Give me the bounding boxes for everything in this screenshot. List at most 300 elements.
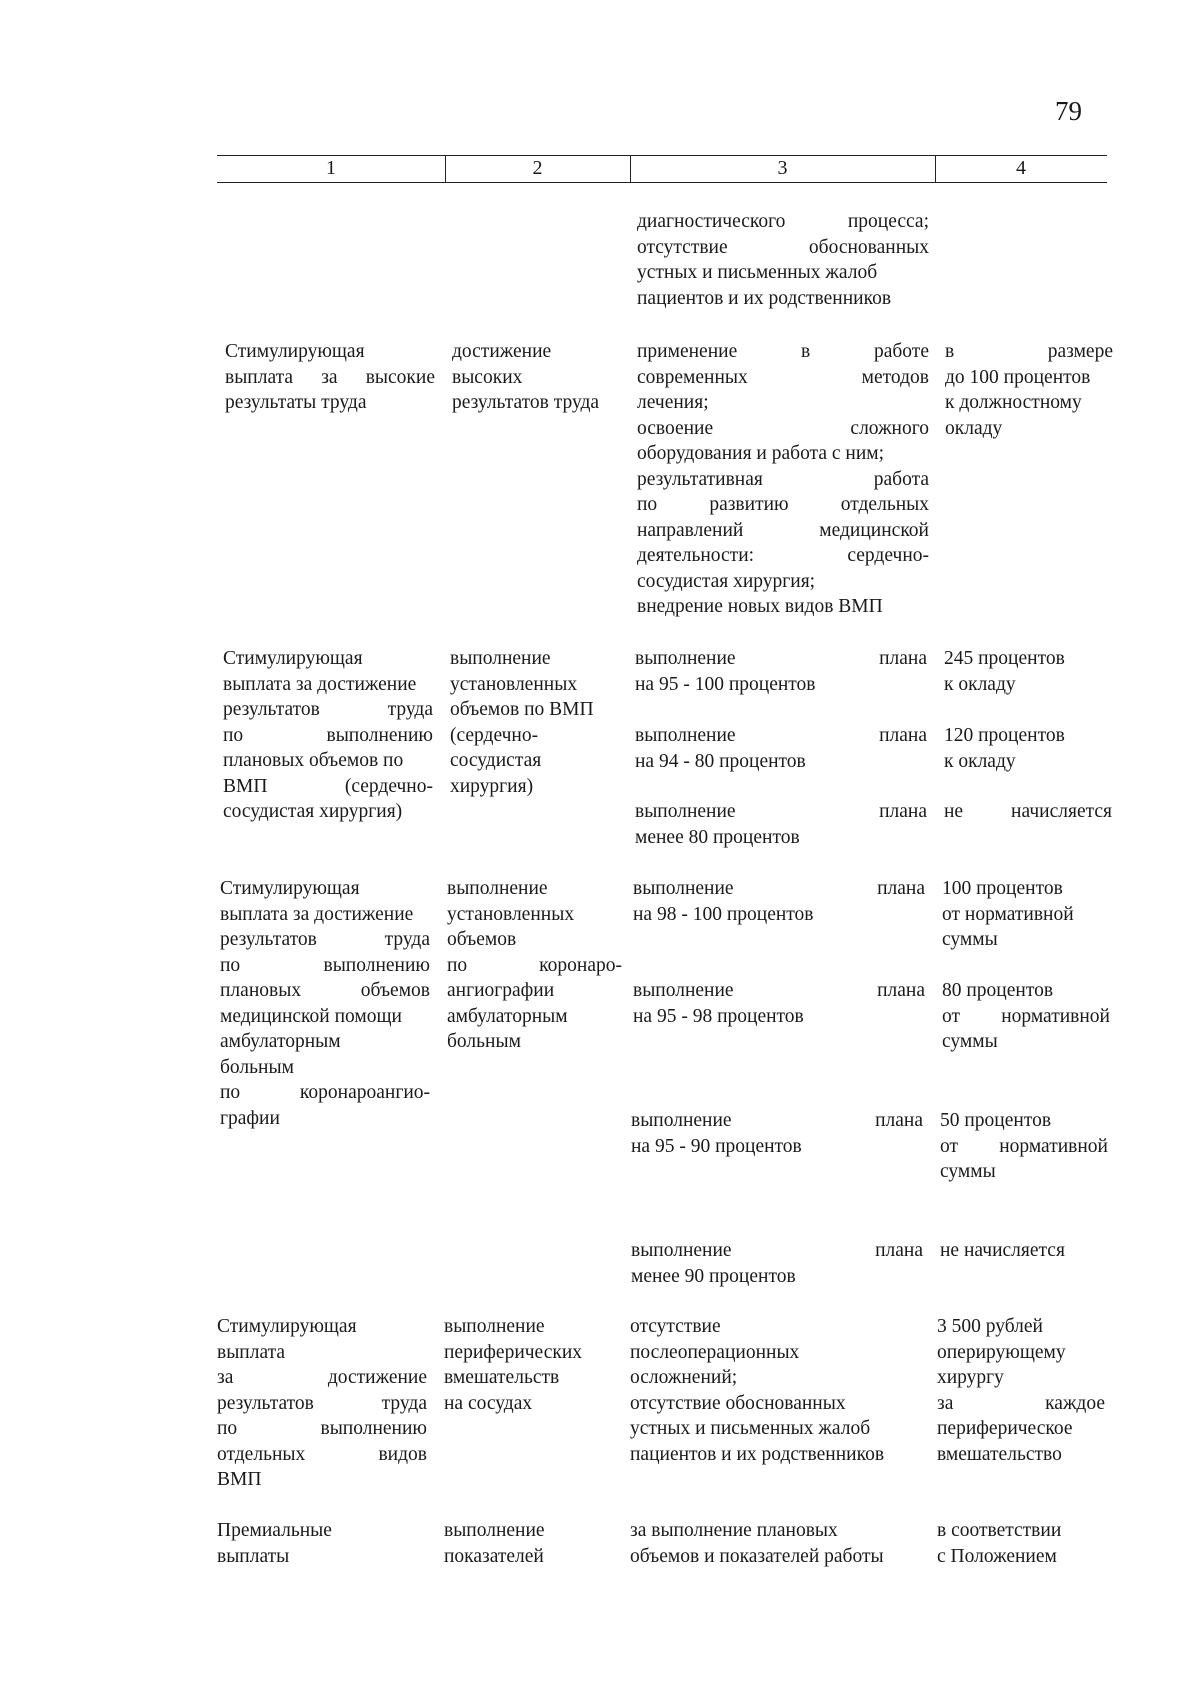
text-line — [635, 723, 927, 749]
word: диагностического — [637, 211, 786, 232]
word: на 95 - 100 процентов — [635, 673, 816, 695]
text-line — [631, 1108, 923, 1134]
text-line — [937, 1340, 1105, 1366]
word: плана — [877, 878, 925, 899]
word: отдельных — [217, 1443, 306, 1465]
text-line — [217, 1314, 427, 1340]
word: вмешательств — [444, 1367, 560, 1388]
word: Стимулирующая — [223, 648, 363, 669]
word: выполнение — [635, 648, 736, 669]
header-col-3: 3 — [777, 157, 788, 179]
text-line — [637, 569, 929, 595]
text-line — [940, 1134, 1108, 1160]
word: труда — [384, 929, 430, 950]
word: (сердечно- — [344, 775, 433, 797]
word: устных и письменных жалоб — [637, 262, 878, 283]
text-line — [220, 1004, 430, 1030]
sec1-condition-cell — [452, 339, 627, 416]
text-line — [937, 1518, 1105, 1544]
word: от — [940, 1135, 959, 1157]
text-line — [940, 1108, 1108, 1134]
sec5-criteria-cell — [630, 1518, 930, 1569]
text-line — [637, 365, 929, 391]
sec2-criteria-row-1 — [635, 646, 927, 697]
text-line — [444, 1314, 619, 1340]
word: за — [321, 366, 338, 388]
text-line — [635, 749, 927, 775]
text-line — [944, 749, 1112, 775]
text-line — [447, 1004, 622, 1030]
word: развитию — [709, 494, 789, 515]
header-col-1: 1 — [326, 157, 336, 179]
word: медицинской — [819, 519, 929, 541]
text-line — [945, 416, 1113, 442]
text-line — [220, 1106, 430, 1132]
word: Стимулирующая — [217, 1316, 357, 1337]
word: выполнение — [447, 878, 548, 899]
word: менее 80 процентов — [635, 826, 800, 848]
word: в соответствии — [937, 1520, 1062, 1541]
word: плана — [879, 725, 927, 746]
word: плана — [879, 648, 927, 669]
word: применение — [637, 341, 738, 362]
word: выполнение — [633, 980, 734, 1001]
word: периферическое — [937, 1418, 1073, 1439]
text-line — [450, 672, 625, 698]
word: от — [942, 1005, 961, 1027]
text-line — [937, 1544, 1105, 1570]
text-line — [220, 927, 430, 953]
header-col-4: 4 — [1016, 157, 1026, 179]
text-line — [220, 902, 430, 928]
word: выполнение — [444, 1520, 545, 1541]
sec1-amount-cell — [945, 339, 1113, 441]
text-line — [444, 1391, 619, 1417]
word: 50 процентов — [940, 1110, 1052, 1131]
word: нормативной — [999, 1135, 1108, 1157]
text-line — [225, 365, 435, 391]
sec5-payment-type-cell — [217, 1518, 427, 1569]
word: выполнение — [635, 725, 736, 746]
word: отдельных — [840, 494, 929, 515]
word: выполнению — [326, 724, 433, 746]
word: сложного — [850, 417, 929, 439]
word: не начисляется — [940, 1240, 1065, 1261]
word: отсутствие — [637, 236, 728, 258]
word: объемов — [447, 929, 517, 950]
text-line — [452, 365, 627, 391]
word: современных — [637, 366, 748, 388]
word: сердечно- — [847, 545, 929, 566]
text-line — [450, 723, 625, 749]
text-line — [447, 927, 622, 953]
word: коронароангио- — [299, 1082, 430, 1103]
sec3-criteria-row-2 — [633, 978, 925, 1029]
text-line — [637, 467, 929, 493]
text-line — [942, 927, 1110, 953]
text-line — [631, 1264, 923, 1290]
word: направлений — [637, 519, 744, 541]
word: амбулаторным — [220, 1031, 341, 1052]
word: результатов — [223, 699, 320, 720]
sec3-amount-row-3 — [940, 1108, 1108, 1185]
word: устных и письменных жалоб — [630, 1418, 871, 1439]
word: ангиографии — [447, 980, 555, 1001]
text-line — [937, 1416, 1105, 1442]
text-line — [637, 416, 929, 442]
word: работе — [873, 341, 929, 362]
word: труда — [381, 1392, 427, 1414]
text-line — [220, 953, 430, 979]
text-line — [225, 390, 435, 416]
word: плана — [875, 1240, 923, 1261]
text-line — [637, 286, 929, 312]
word: плана — [875, 1110, 923, 1131]
word: плановых — [220, 980, 302, 1001]
word: показателей — [444, 1545, 544, 1567]
word: деятельности: — [637, 545, 755, 566]
word: медицинской помощи — [220, 1005, 402, 1027]
text-line — [223, 646, 433, 672]
text-line — [444, 1544, 619, 1570]
sec3-condition-cell — [447, 876, 622, 1055]
intro-criteria-cell — [637, 209, 929, 311]
header-bottom-rule — [217, 182, 1107, 183]
text-line — [217, 1340, 427, 1366]
word: пациентов и их родственников — [637, 287, 892, 309]
word: высокие — [365, 366, 435, 388]
sec2-criteria-row-3 — [635, 799, 927, 850]
text-line — [945, 339, 1113, 365]
sec2-criteria-row-2 — [635, 723, 927, 774]
text-line — [447, 978, 622, 1004]
word: по — [220, 1082, 241, 1103]
text-line — [220, 978, 430, 1004]
word: выполнению — [320, 1418, 427, 1439]
word: сосудистая — [450, 750, 542, 771]
sec4-payment-type-cell — [217, 1314, 427, 1493]
text-line — [220, 1080, 430, 1106]
word: выполнению — [323, 954, 430, 976]
text-line — [444, 1340, 619, 1366]
word: по — [217, 1418, 238, 1439]
word: суммы — [942, 929, 998, 950]
word: по — [637, 494, 658, 515]
text-line — [937, 1442, 1105, 1468]
word: больным — [220, 1056, 294, 1078]
text-line — [637, 390, 929, 416]
word: 80 процентов — [942, 980, 1054, 1001]
text-line — [631, 1238, 923, 1264]
text-line — [444, 1518, 619, 1544]
word: установленных — [450, 673, 578, 695]
word: достижение — [452, 341, 552, 362]
word: труда — [387, 699, 433, 720]
word: амбулаторным — [447, 1005, 568, 1027]
word: выполнение — [450, 648, 551, 669]
word: в — [945, 341, 955, 362]
word: объемов по ВМП — [450, 699, 594, 720]
text-line — [217, 1442, 427, 1468]
text-line — [447, 876, 622, 902]
sec2-amount-row-3 — [944, 799, 1112, 825]
text-line — [637, 209, 929, 235]
word: объемов — [360, 980, 430, 1001]
text-line — [937, 1314, 1105, 1340]
text-line — [637, 235, 929, 261]
word: послеоперационных — [630, 1341, 800, 1363]
word: (сердечно- — [450, 724, 539, 746]
text-line — [225, 339, 435, 365]
text-line — [637, 492, 929, 518]
word: сосудистая хирургия; — [637, 570, 816, 592]
sec3-criteria-row-1 — [633, 876, 925, 927]
word: размере — [1047, 341, 1113, 362]
text-line — [450, 748, 625, 774]
word: за — [937, 1392, 954, 1414]
word: отсутствие — [630, 1316, 721, 1337]
word: хирургу — [937, 1367, 1004, 1388]
word: оперирующему — [937, 1341, 1066, 1363]
text-line — [630, 1416, 922, 1442]
sec3-criteria-row-4 — [631, 1238, 923, 1289]
word: результатов труда — [452, 392, 600, 413]
word: графии — [220, 1107, 280, 1129]
text-line — [630, 1340, 922, 1366]
word: хирургия) — [450, 775, 534, 797]
text-line — [452, 339, 627, 365]
text-line — [223, 774, 433, 800]
text-line — [942, 1029, 1110, 1055]
text-line — [447, 1029, 622, 1055]
text-line — [940, 1159, 1108, 1185]
word: с Положением — [937, 1545, 1057, 1567]
text-line — [637, 260, 929, 286]
text-line — [450, 697, 625, 723]
text-line — [945, 365, 1113, 391]
word: коронаро- — [539, 954, 622, 976]
word: не — [944, 801, 964, 822]
text-line — [635, 646, 927, 672]
word: отсутствие обоснованных — [630, 1392, 846, 1414]
text-line — [217, 1518, 427, 1544]
text-line — [217, 1416, 427, 1442]
word: на 95 - 90 процентов — [631, 1135, 802, 1157]
word: обоснованных — [808, 236, 929, 258]
text-line — [217, 1544, 427, 1570]
text-line — [447, 953, 622, 979]
word: нормативной — [1001, 1005, 1110, 1027]
word: ВМП — [217, 1469, 262, 1490]
word: за — [217, 1367, 234, 1388]
word: в — [801, 341, 811, 362]
word: методов — [861, 366, 929, 388]
text-line — [937, 1365, 1105, 1391]
sec4-amount-cell — [937, 1314, 1105, 1467]
word: выплата — [217, 1341, 286, 1363]
word: оборудования и работа с ним; — [637, 443, 885, 464]
header-col-2: 2 — [532, 157, 543, 179]
word: результативная — [637, 468, 763, 490]
word: к окладу — [944, 750, 1016, 772]
word: окладу — [945, 417, 1003, 439]
text-line — [444, 1365, 619, 1391]
word: 245 процентов — [944, 648, 1065, 669]
text-line — [633, 876, 925, 902]
sec2-payment-type-cell — [223, 646, 433, 825]
word: плана — [879, 801, 927, 822]
word: Стимулирующая — [220, 878, 360, 899]
text-line — [217, 1365, 427, 1391]
text-line — [944, 646, 1112, 672]
text-line — [635, 672, 927, 698]
word: вмешательство — [937, 1443, 1062, 1465]
text-line — [217, 1467, 427, 1493]
word: объемов и показателей работы — [630, 1545, 884, 1567]
sec3-amount-row-1 — [942, 876, 1110, 953]
word: выполнение — [633, 878, 734, 899]
word: суммы — [942, 1031, 998, 1052]
sec5-amount-cell — [937, 1518, 1105, 1569]
text-line — [937, 1391, 1105, 1417]
text-line — [942, 876, 1110, 902]
word: выполнение — [635, 801, 736, 822]
word: освоение — [637, 417, 714, 439]
word: выплата за достижение — [223, 673, 417, 695]
sec4-condition-cell — [444, 1314, 619, 1416]
word: работа — [873, 468, 929, 490]
word: 3 500 рублей — [937, 1316, 1043, 1337]
word: выплаты — [217, 1545, 290, 1567]
text-line — [637, 441, 929, 467]
word: плановых объемов по — [223, 750, 404, 771]
word: суммы — [940, 1161, 996, 1182]
text-line — [630, 1518, 930, 1544]
text-line — [945, 390, 1113, 416]
text-line — [635, 825, 927, 851]
word: установленных — [447, 903, 575, 925]
word: внедрение новых видов ВМП — [637, 596, 883, 617]
text-line — [630, 1314, 922, 1340]
word: на 98 - 100 процентов — [633, 903, 814, 925]
sec1-payment-type-cell — [225, 339, 435, 416]
text-line — [450, 646, 625, 672]
text-line — [223, 672, 433, 698]
word: на сосудах — [444, 1392, 533, 1414]
text-line — [217, 1391, 427, 1417]
sec1-criteria-cell — [637, 339, 929, 620]
text-line — [220, 876, 430, 902]
text-line — [637, 594, 929, 620]
text-line — [223, 799, 433, 825]
text-line — [637, 518, 929, 544]
word: результатов — [220, 929, 317, 950]
word: процесса; — [847, 211, 929, 232]
word: ВМП — [223, 775, 268, 797]
sec3-amount-row-2 — [942, 978, 1110, 1055]
text-line — [223, 723, 433, 749]
word: до 100 процентов — [945, 366, 1091, 388]
word: достижение — [327, 1367, 427, 1388]
text-line — [944, 672, 1112, 698]
word: начисляется — [1011, 801, 1112, 822]
word: выплата за достижение — [220, 903, 414, 925]
text-line — [633, 902, 925, 928]
word: за выполнение плановых — [630, 1520, 838, 1541]
text-line — [450, 774, 625, 800]
text-line — [630, 1391, 922, 1417]
text-line — [223, 748, 433, 774]
text-line — [637, 543, 929, 569]
word: плана — [877, 980, 925, 1001]
word: на 94 - 80 процентов — [635, 750, 806, 772]
word: выполнение — [631, 1240, 732, 1261]
word: видов — [378, 1443, 427, 1465]
sec3-payment-type-cell — [220, 876, 430, 1131]
sec2-amount-row-2 — [944, 723, 1112, 774]
word: к должностному — [945, 392, 1082, 413]
word: Стимулирующая — [225, 341, 365, 362]
word: на 95 - 98 процентов — [633, 1005, 804, 1027]
word: Премиальные — [217, 1520, 332, 1541]
word: 120 процентов — [944, 725, 1065, 746]
word: выполнение — [631, 1110, 732, 1131]
text-line — [942, 902, 1110, 928]
word: высоких — [452, 366, 523, 388]
word: больным — [447, 1031, 521, 1052]
text-line — [630, 1544, 930, 1570]
text-line — [635, 799, 927, 825]
word: периферических — [444, 1341, 583, 1363]
page-number: 79 — [1055, 96, 1082, 126]
text-line — [944, 723, 1112, 749]
word: по — [223, 724, 244, 746]
header-top-rule — [217, 155, 1107, 156]
text-line — [630, 1365, 922, 1391]
word: 100 процентов — [942, 878, 1063, 899]
text-line — [942, 978, 1110, 1004]
sec3-criteria-row-3 — [631, 1108, 923, 1159]
word: осложнений; — [630, 1367, 738, 1388]
text-line — [631, 1134, 923, 1160]
word: по — [220, 954, 241, 976]
word: результатов — [217, 1392, 314, 1414]
text-line — [220, 1055, 430, 1081]
word: сосудистая хирургия) — [223, 801, 403, 822]
word: каждое — [1045, 1392, 1105, 1414]
word: лечения; — [637, 392, 709, 413]
word: от нормативной — [942, 903, 1074, 925]
text-line — [940, 1238, 1108, 1264]
text-line — [223, 697, 433, 723]
text-line — [637, 339, 929, 365]
sec2-amount-row-1 — [944, 646, 1112, 697]
word: выплата — [225, 366, 294, 388]
word: результаты труда — [225, 392, 367, 413]
text-line — [944, 799, 1112, 825]
text-line — [630, 1442, 922, 1468]
word: менее 90 процентов — [631, 1265, 796, 1287]
word: пациентов и их родственников — [630, 1443, 885, 1465]
text-line — [452, 390, 627, 416]
word: выполнение — [444, 1316, 545, 1337]
text-line — [942, 1004, 1110, 1030]
text-line — [633, 1004, 925, 1030]
word: по — [447, 954, 468, 976]
text-line — [447, 902, 622, 928]
sec2-condition-cell — [450, 646, 625, 799]
sec3-amount-row-4 — [940, 1238, 1108, 1264]
